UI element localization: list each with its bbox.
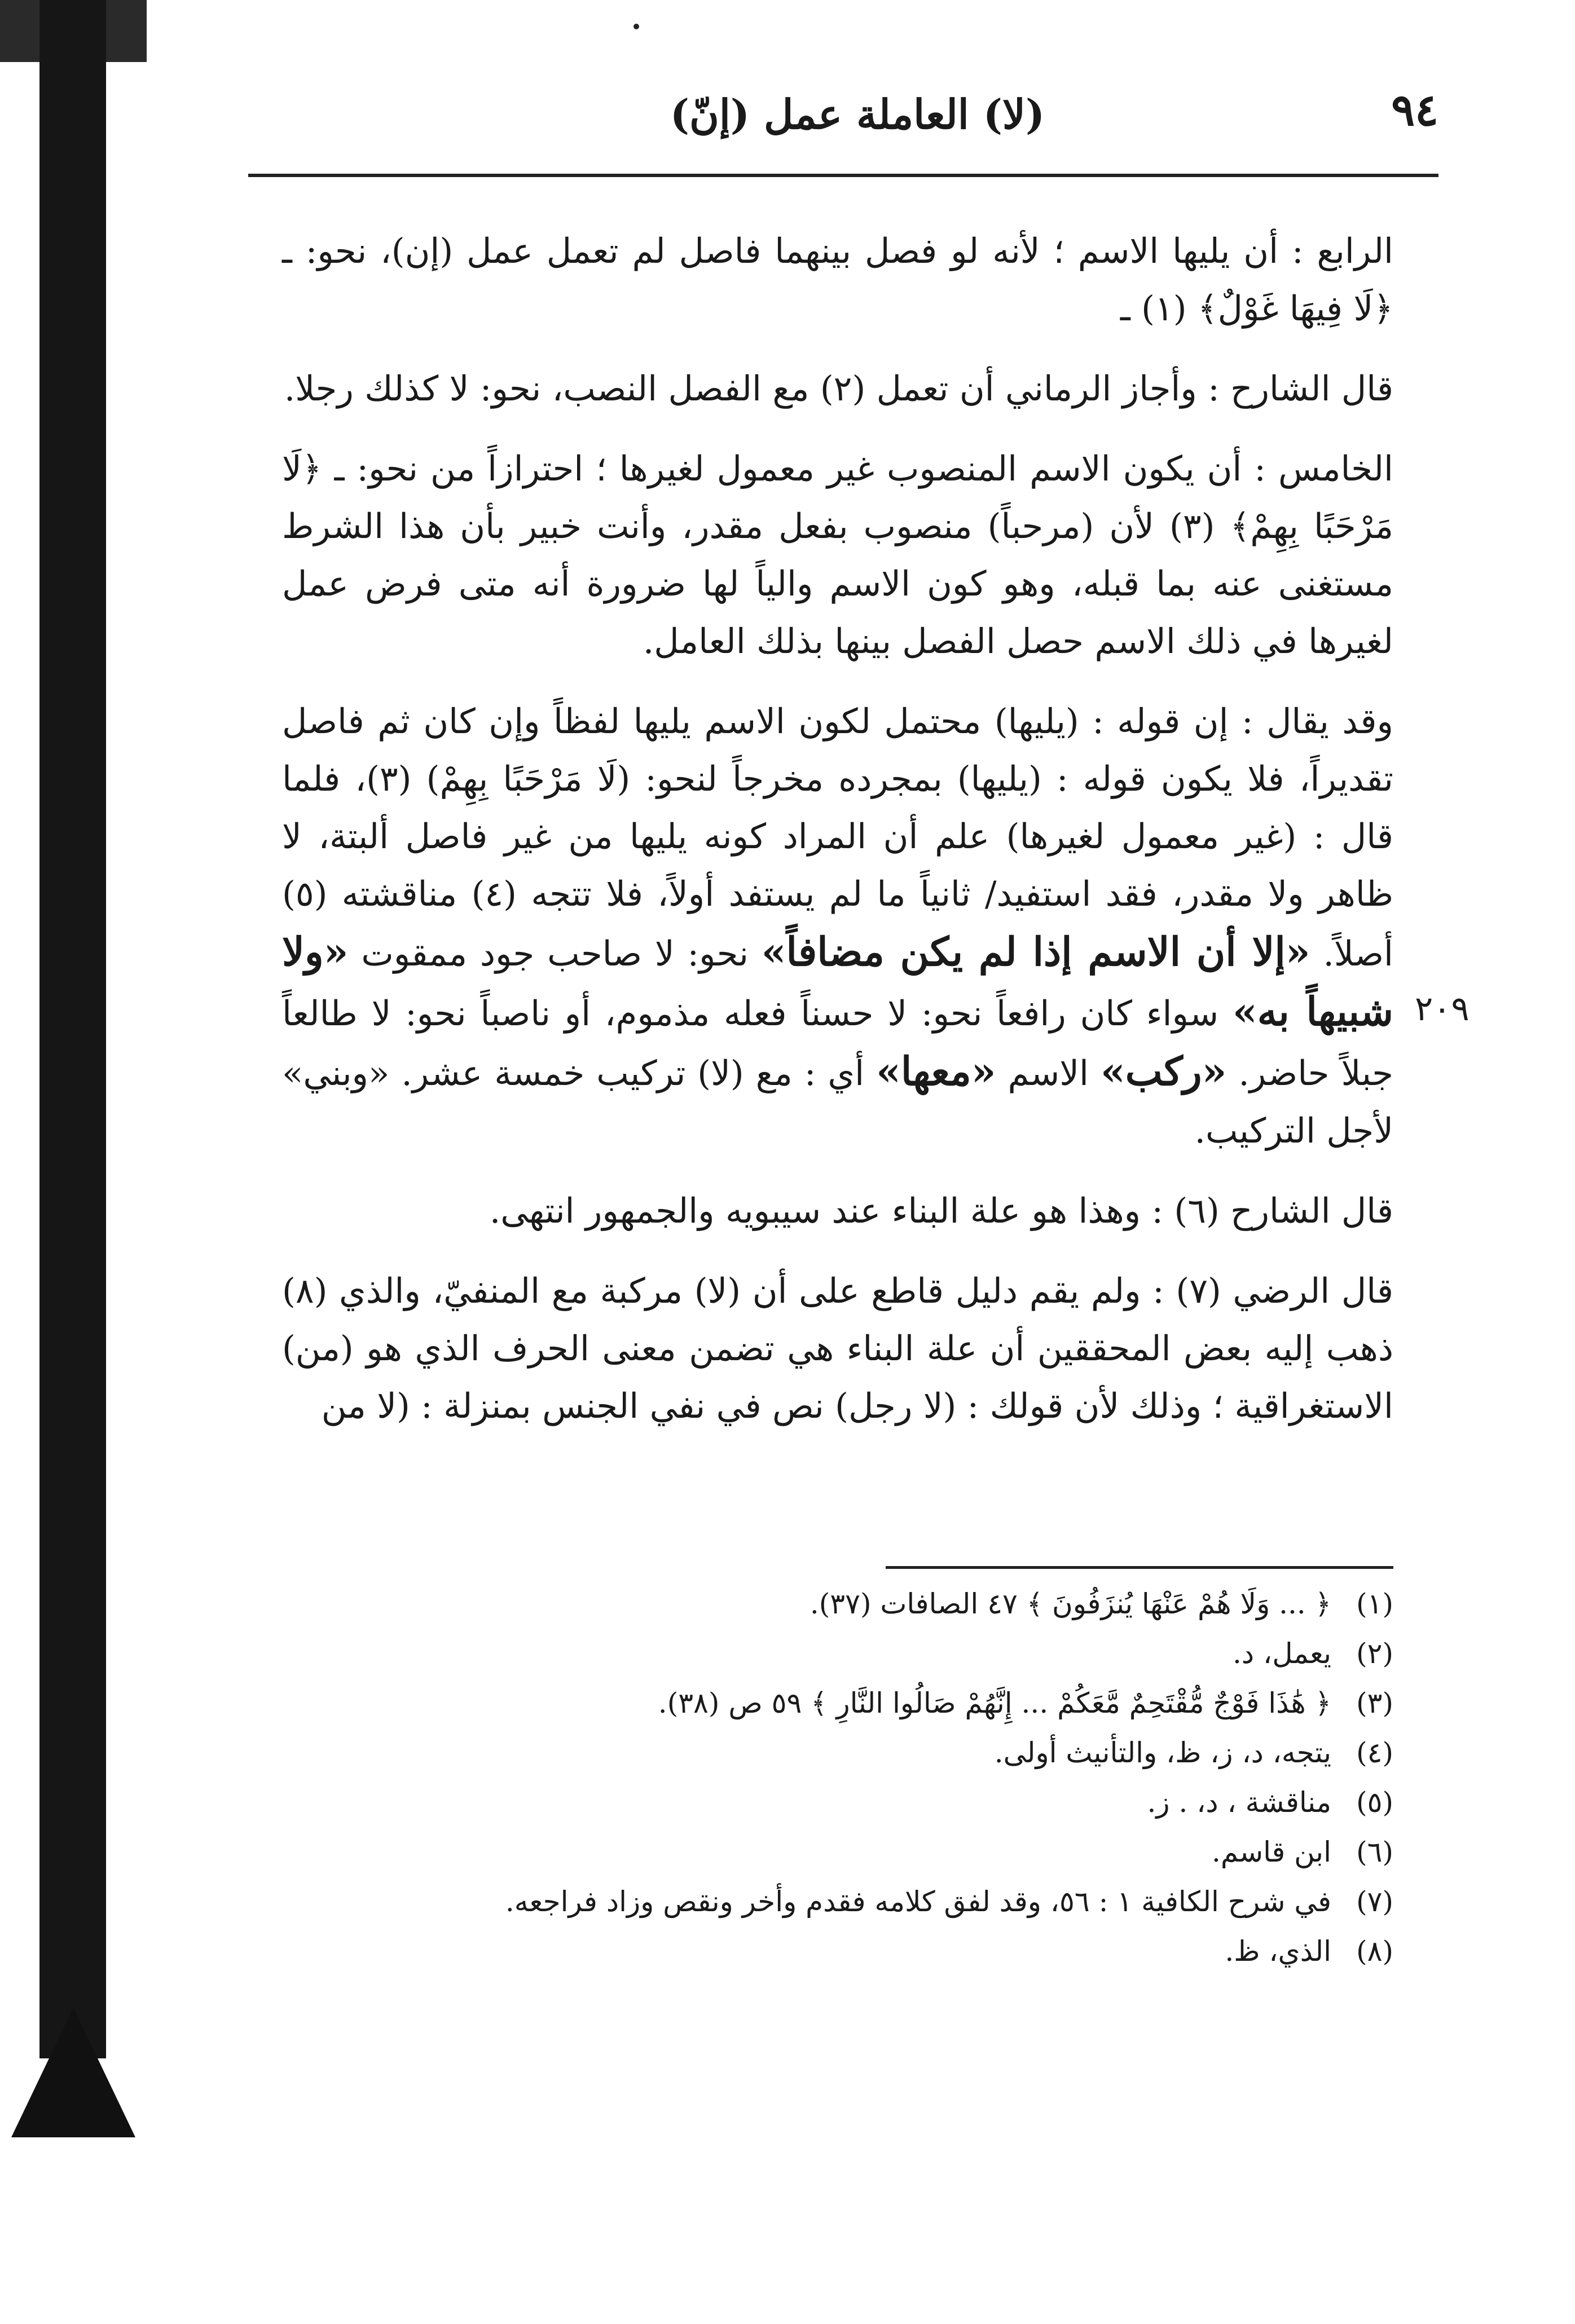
- paragraph-text: أي : مع (لا) تركيب خمسة عشر. «وبني» لأجل التركيب.: [282, 1053, 1393, 1151]
- footnote-rule: [886, 1566, 1393, 1569]
- footnote: [282, 1827, 1393, 1877]
- paragraph-text: الخامس : أن يكون الاسم المنصوب غير معمول لغيرها ؛ احترازاً من نحو: ـ ﴿لَا مَرْحَبًا بِهِمْ﴾ (٣) لأن (مرحباً) منصوب بفعل مقدر، وأنت خبير بأن هذا الشرط مستغنى عنه بما قبله، وهو كون الاسم والياً لها ضرورة أنه متى فرض عمل لغيرها في ذلك الاسم حصل الفصل بينها بذلك العامل.: [282, 449, 1394, 662]
- paragraph: [282, 1263, 1393, 1435]
- footnote: [282, 1778, 1393, 1827]
- binding-edge: [39, 0, 106, 2058]
- matn-quote: «إلا أن الاسم إذا لم يكن مضافاً»: [761, 928, 1310, 975]
- paragraph: [282, 1183, 1393, 1240]
- footnote: [282, 1926, 1393, 1976]
- footnote-text: الذي، ظ.: [1225, 1935, 1331, 1968]
- footnote: [282, 1877, 1393, 1926]
- footnote-number: (٦): [1356, 1836, 1393, 1868]
- matn-quote: «ركب»: [1100, 1048, 1227, 1095]
- margin-page-ref: ٢٠٩: [1415, 989, 1470, 1029]
- main-text: [282, 223, 1393, 1458]
- footnote-number: (٥): [1356, 1786, 1393, 1819]
- footnote: [282, 1728, 1393, 1778]
- footnote-number: (٢): [1356, 1637, 1393, 1670]
- footnote-text: ﴿ هَٰذَا فَوْجٌ مُّقْتَحِمٌ مَّعَكُمْ ... إِنَّهُمْ صَالُوا النَّارِ ﴾ ٥٩ ص (٣٨).: [658, 1687, 1331, 1719]
- paragraph-text: قال الشارح : وأجاز الرماني أن تعمل (٢) مع الفصل النصب، نحو: لا كذلك رجلا.: [284, 369, 1393, 409]
- paragraph-text: قال الشارح (٦) : وهذا هو علة البناء عند سيبويه والجمهور انتهى.: [489, 1191, 1393, 1231]
- footnote-number: (٣): [1356, 1687, 1393, 1719]
- paragraph-text: سواء كان رافعاً نحو: لا حسناً فعله مذموم، أو ناصباً نحو: لا طالعاً جبلاً حاضر.: [282, 994, 1394, 1093]
- paragraph-text: الاسم: [1008, 1053, 1089, 1093]
- paragraph-text: قال الرضي (٧) : ولم يقم دليل قاطع على أن (لا) مركبة مع المنفيّ، والذي (٨) ذهب إليه بعض المحققين أن علة البناء هي تضمن معنى الحرف الذي هو (من) الاستغراقية ؛ وذلك لأن قولك : (لا رجل) نص في نفي الجنس بمنزلة : (لا من: [282, 1271, 1393, 1426]
- footnote-number: (٧): [1356, 1885, 1393, 1918]
- header-rule: [248, 174, 1438, 177]
- page-number: ٩٤: [1391, 85, 1438, 136]
- page-header: [237, 68, 1438, 169]
- footnote-text: مناقشة ، د، . ز.: [1147, 1786, 1331, 1819]
- footnote-number: (٨): [1356, 1935, 1393, 1968]
- footnote: [282, 1579, 1393, 1629]
- paragraph-text: الرابع : أن يليها الاسم ؛ لأنه لو فصل بينهما فاصل لم تعمل عمل (إن)، نحو: ـ ﴿لَا فِيهَا غَوْلٌ﴾ (١) ـ: [282, 231, 1393, 329]
- footnote: [282, 1629, 1393, 1678]
- paragraph: [282, 693, 1393, 1160]
- footnote-text: ابن قاسم.: [1212, 1836, 1331, 1868]
- footnote-text: في شرح الكافية ١ : ٥٦، وقد لفق كلامه فقدم وأخر ونقص وزاد فراجعه.: [505, 1885, 1331, 1918]
- matn-quote: «ولا شبيهاً به»: [282, 928, 1394, 1035]
- footnote-number: (١): [1356, 1587, 1393, 1620]
- paragraph: [282, 360, 1393, 418]
- matn-quote: «معها»: [876, 1048, 996, 1095]
- paragraph-text: وقد يقال : إن قوله : (يليها) محتمل لكون الاسم يليها لفظاً وإن كان ثم فاصل تقديراً، فلا يكون قوله : (يليها) بمجرده مخرجاً لنحو: (لَا مَرْحَبًا بِهِمْ) (٣)، فلما قال : (غير معمول لغيرها) علم أن المراد كونه يليها من غير فاصل ألبتة، لا ظاهر ولا مقدر، فقد استفيد/ ثانياً ما لم يستفد أولاً، فلا تتجه (٤) مناقشته (٥) أصلاً.: [282, 702, 1394, 974]
- binding-base: [11, 2008, 135, 2137]
- footnote: [282, 1678, 1393, 1728]
- footnote-text: ﴿ ... وَلَا هُمْ عَنْهَا يُنزَفُونَ ﴾ ٤٧ الصافات (٣٧).: [810, 1587, 1331, 1620]
- footnotes: [282, 1579, 1393, 1976]
- footnote-text: يعمل، د.: [1233, 1637, 1331, 1670]
- footnote-number: (٤): [1356, 1736, 1393, 1769]
- paragraph: [282, 440, 1393, 671]
- footnote-text: يتجه، د، ز، ظ، والتأنيث أولى.: [994, 1736, 1331, 1769]
- paragraph-text: نحو: لا صاحب جود ممقوت: [361, 934, 749, 974]
- paragraph: [282, 223, 1393, 338]
- running-title: (لا) العاملة عمل (إنّ): [670, 90, 1045, 138]
- speck: [633, 24, 639, 29]
